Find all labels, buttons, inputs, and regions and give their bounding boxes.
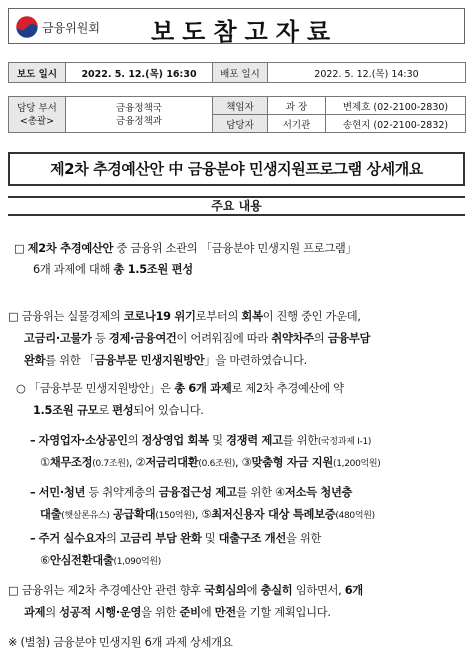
text: 에 bbox=[200, 606, 215, 619]
body-paragraph-2 bbox=[16, 378, 466, 400]
text: 로 제2차 추경예산에 약 bbox=[231, 382, 344, 395]
embargo-value: 2022. 5. 12.(목) 16:30 bbox=[66, 63, 213, 83]
text: 임하면서, bbox=[292, 584, 345, 597]
contact-table bbox=[8, 96, 466, 133]
text: (480억원) bbox=[335, 511, 375, 521]
paragraph-bullet: □ bbox=[8, 310, 19, 323]
document-header bbox=[8, 8, 465, 44]
body-paragraph-1-line-2 bbox=[24, 328, 469, 350]
summary-text-2: 6개 과제에 대해 bbox=[33, 263, 114, 276]
text: 맞춤형 자금 지원 bbox=[251, 456, 334, 469]
summary-text: 중 금융위 소관의 「금융분야 민생지원 프로그램」 bbox=[113, 242, 357, 255]
staff-title: 서기관 bbox=[268, 115, 326, 133]
text: 과제 bbox=[24, 606, 46, 619]
paragraph-bullet: □ bbox=[8, 584, 19, 597]
release-value: 2022. 5. 12.(목) 14:30 bbox=[268, 63, 466, 83]
text: , ② bbox=[128, 456, 146, 469]
document-type-title: 보도참고자료 bbox=[151, 18, 339, 46]
text: 1.5조원 규모 bbox=[33, 404, 99, 417]
text: 금융부문 민생지원방안 bbox=[94, 354, 205, 367]
text: 대출 bbox=[40, 508, 62, 521]
text: 공급확대 bbox=[112, 508, 156, 521]
text: 을 위한 bbox=[285, 532, 322, 545]
main-title: 제2차 추경예산안 中 금융분야 민생지원프로그램 상세개요 bbox=[8, 152, 465, 186]
text: 금융부담 bbox=[327, 332, 371, 345]
program-item-2 bbox=[30, 482, 470, 504]
dept-label: 담당 부서 <총괄> bbox=[9, 97, 66, 133]
program-item-1 bbox=[30, 430, 470, 453]
text: 완화 bbox=[24, 354, 46, 367]
staff-contact: 송현지 (02-2100-2832) bbox=[326, 115, 466, 133]
text: 편성 bbox=[112, 404, 134, 417]
text: ⑥ bbox=[40, 554, 50, 567]
release-label: 배포 일시 bbox=[213, 63, 268, 83]
text: 등 bbox=[91, 332, 109, 345]
text: 의 bbox=[45, 606, 60, 619]
program-item-1-line-2 bbox=[40, 452, 470, 475]
text: 를 위한 bbox=[282, 434, 318, 447]
text: 고금리·고물가 bbox=[24, 332, 92, 345]
text: , ⑤ bbox=[194, 508, 212, 521]
program-item-3-line-2 bbox=[40, 550, 470, 573]
text: 경제·금융여건 bbox=[108, 332, 177, 345]
attachment-note: ※ (별첨) 금융분야 민생지원 6개 과제 상세개요 bbox=[8, 636, 233, 649]
text: 등 취약계층의 bbox=[85, 486, 159, 499]
body-paragraph-3 bbox=[8, 580, 470, 602]
text: 이 진행 중인 가운데, bbox=[262, 310, 361, 323]
text: 금융위는 제2차 추경예산안 관련 향후 bbox=[21, 584, 205, 597]
text: 저소득 청년층 bbox=[284, 486, 353, 499]
text: 경쟁력 제고 bbox=[225, 434, 283, 447]
text: 총 6개 과제 bbox=[174, 382, 232, 395]
dash-bullet: – bbox=[30, 486, 36, 499]
body-paragraph-3-line-2 bbox=[24, 602, 469, 624]
text: 6개 bbox=[344, 584, 363, 597]
text: 를 위한 「 bbox=[45, 354, 95, 367]
text: 의 bbox=[313, 332, 328, 345]
summary-line-1 bbox=[14, 238, 464, 260]
text: 취약차주 bbox=[271, 332, 314, 345]
text: (1,090억원) bbox=[113, 557, 161, 567]
text: (국정과제 Ⅰ-1) bbox=[317, 437, 372, 447]
text: 되어 있습니다. bbox=[133, 404, 204, 417]
program-item-3 bbox=[30, 528, 470, 550]
text: 에 bbox=[246, 584, 261, 597]
text: ① bbox=[40, 456, 50, 469]
text: 및 bbox=[201, 532, 219, 545]
text: 정상영업 회복 bbox=[141, 434, 209, 447]
text: 코로나19 위기 bbox=[123, 310, 196, 323]
text: 금융위는 실물경제의 bbox=[21, 310, 124, 323]
text: 성공적 시행·운영 bbox=[59, 606, 142, 619]
body-paragraph-1 bbox=[8, 306, 468, 328]
text: 채무조정 bbox=[49, 456, 93, 469]
program-item-2-line-2 bbox=[40, 504, 470, 527]
dash-bullet: – bbox=[30, 532, 36, 545]
manager-contact: 변제호 (02-2100-2830) bbox=[326, 97, 466, 115]
text: 로부터의 bbox=[195, 310, 242, 323]
text: 및 bbox=[208, 434, 226, 447]
text: (0.6조원) bbox=[198, 459, 236, 469]
org-name: 금융위원회 bbox=[42, 21, 100, 35]
text: 을 기할 계획입니다. bbox=[235, 606, 331, 619]
text: 안심전환대출 bbox=[49, 554, 114, 567]
text: 서민·청년 bbox=[38, 486, 86, 499]
text: 충실히 bbox=[260, 584, 293, 597]
text: 회복 bbox=[241, 310, 263, 323]
summary-bullet: □ bbox=[14, 242, 25, 255]
summary-total: 총 1.5조원 편성 bbox=[113, 263, 193, 276]
staff-label: 담당자 bbox=[213, 115, 268, 133]
text: 이 어려워짐에 따라 bbox=[176, 332, 272, 345]
text: (1,200억원) bbox=[333, 459, 381, 469]
text: 주거 실수요자 bbox=[38, 532, 106, 545]
text: 준비 bbox=[179, 606, 201, 619]
fsc-logo-icon bbox=[15, 15, 39, 39]
text: 최저신용자 대상 특례보증 bbox=[211, 508, 336, 521]
text: 저금리대환 bbox=[145, 456, 199, 469]
summary-budget-term: 제2차 추경예산안 bbox=[27, 242, 114, 255]
text: (150억원) bbox=[155, 511, 195, 521]
summary-heading: 주요 내용 bbox=[8, 196, 465, 216]
dept-value: 금융정책국 금융정책과 bbox=[66, 97, 213, 133]
text: , ③ bbox=[235, 456, 252, 469]
text: 국회심의 bbox=[204, 584, 247, 597]
release-info-table bbox=[8, 62, 466, 83]
text: 금융접근성 제고 bbox=[158, 486, 237, 499]
text: 만전 bbox=[214, 606, 236, 619]
summary-line-2 bbox=[33, 259, 463, 281]
text: 의 bbox=[127, 434, 142, 447]
text: 고금리 부담 완화 bbox=[119, 532, 202, 545]
embargo-label: 보도 일시 bbox=[9, 63, 66, 83]
text: 를 위한 ④ bbox=[236, 486, 285, 499]
body-paragraph-2-line-2 bbox=[33, 400, 463, 422]
text: (햇살론유스) bbox=[61, 511, 110, 521]
text: 을 위한 bbox=[141, 606, 180, 619]
body-paragraph-1-line-3 bbox=[24, 350, 469, 372]
dash-bullet: – bbox=[30, 434, 36, 447]
text: 」을 마련하였습니다. bbox=[204, 354, 307, 367]
text: (0.7조원) bbox=[92, 459, 129, 469]
text: 「금융부문 민생지원방안」은 bbox=[28, 382, 175, 395]
text: 의 bbox=[105, 532, 120, 545]
text: 로 bbox=[98, 404, 113, 417]
text: 자영업자·소상공인 bbox=[38, 434, 128, 447]
manager-title: 과 장 bbox=[268, 97, 326, 115]
manager-label: 책임자 bbox=[213, 97, 268, 115]
circle-bullet: ○ bbox=[16, 382, 26, 395]
text: 대출구조 개선 bbox=[218, 532, 286, 545]
